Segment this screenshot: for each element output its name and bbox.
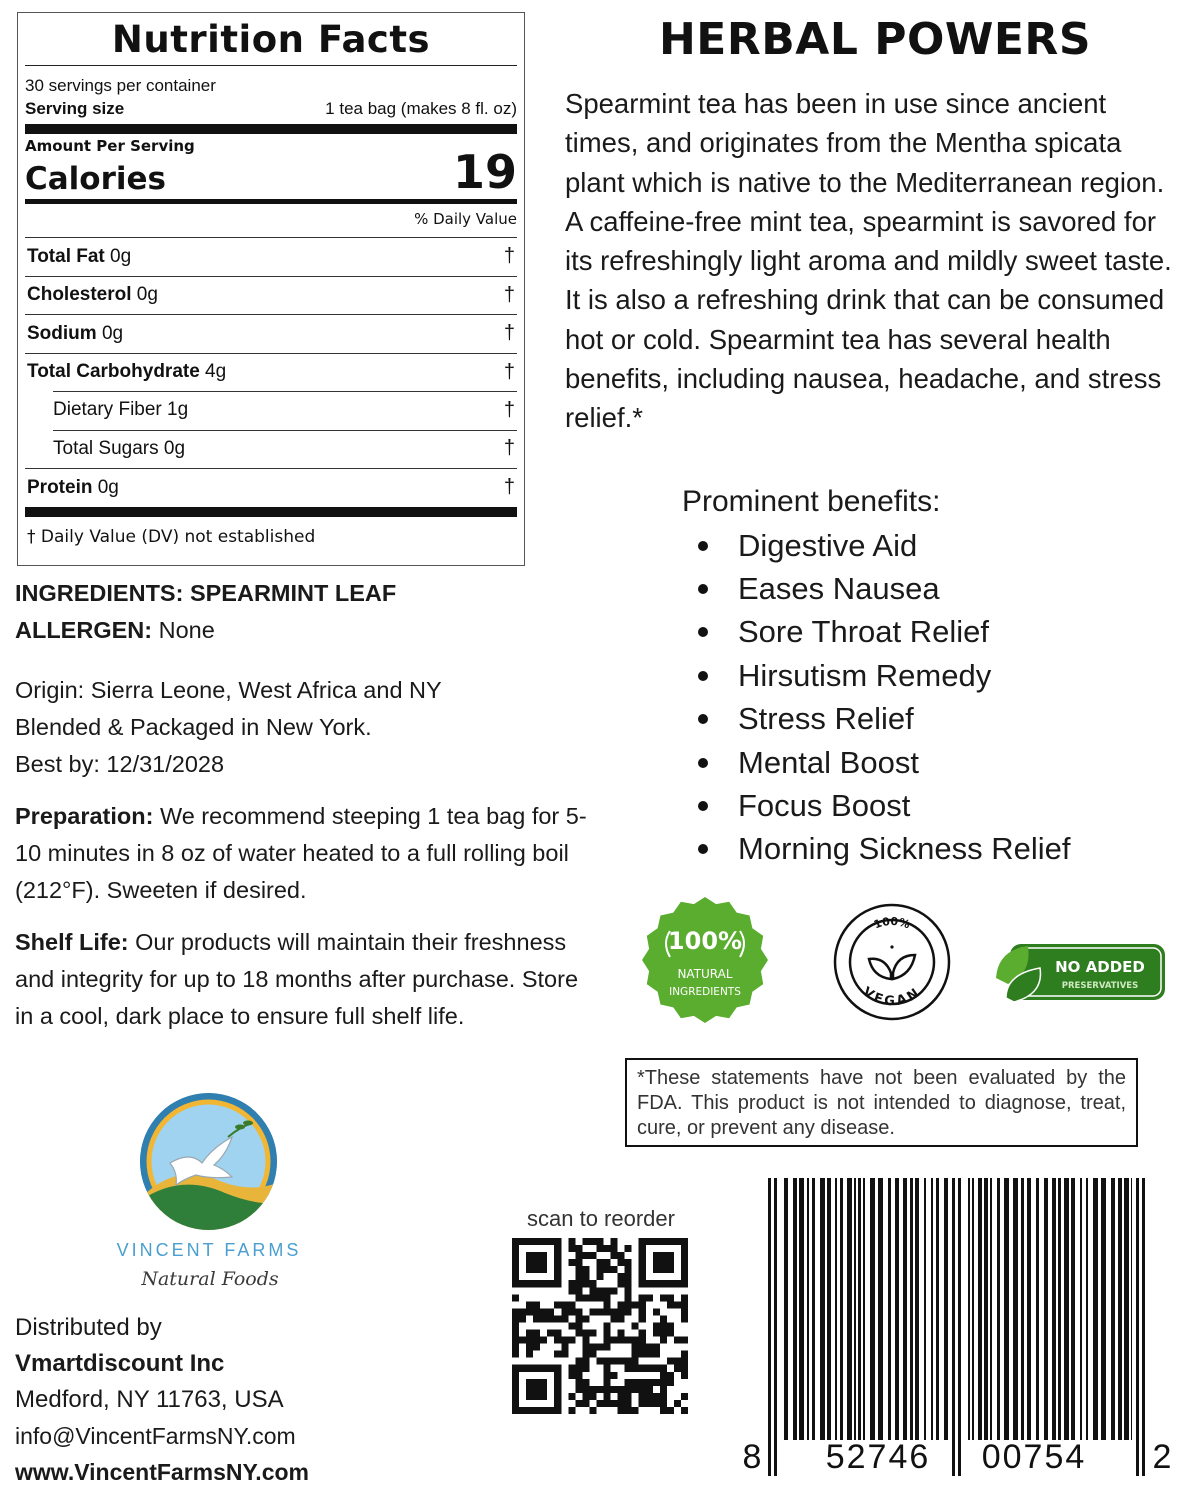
nutrition-facts-panel bbox=[17, 12, 525, 566]
natural-badge-ingredients: INGREDIENTS bbox=[669, 986, 741, 998]
dagger-symbol: † bbox=[503, 360, 515, 383]
daily-value-header: % Daily Value bbox=[414, 210, 517, 228]
bullet-icon bbox=[698, 541, 708, 551]
benefit-label: Stress Relief bbox=[738, 701, 914, 737]
list-item bbox=[690, 698, 1071, 741]
nutrient-row-dietary-fiber bbox=[25, 391, 517, 430]
preparation-text: We recommend steeping 1 tea bag for 5-10 minutes in 8 oz of water heated to a full rolling boil (212°F). Sweeten if desired. bbox=[15, 803, 587, 903]
brand-logo bbox=[140, 1093, 277, 1230]
calories-label: Calories bbox=[25, 161, 166, 197]
nap-line-1: NO ADDED bbox=[1055, 958, 1145, 976]
list-item bbox=[690, 567, 1071, 610]
dagger-symbol: † bbox=[503, 322, 515, 345]
nutrient-row-total-carbohydrate bbox=[25, 353, 517, 392]
barcode-digit-first: 8 bbox=[742, 1438, 762, 1476]
dagger-symbol: † bbox=[503, 283, 515, 306]
nutrient-name: Total Fat bbox=[27, 245, 105, 267]
preparation-block bbox=[15, 798, 595, 909]
distributor-website[interactable]: www.VincentFarmsNY.com bbox=[15, 1459, 309, 1485]
benefit-label: Sore Throat Relief bbox=[738, 614, 989, 650]
benefit-label: Hirsutism Remedy bbox=[738, 657, 992, 693]
nutrient-amount: 0g bbox=[131, 284, 158, 306]
dagger-symbol: † bbox=[503, 476, 515, 499]
origin-block bbox=[15, 672, 595, 783]
barcode-digit-last: 2 bbox=[1152, 1438, 1172, 1476]
qr-label: scan to reorder bbox=[527, 1206, 675, 1231]
list-item bbox=[690, 611, 1071, 654]
distributor-company: Vmartdiscount Inc bbox=[15, 1350, 225, 1377]
barcode-left-group: 52746 bbox=[825, 1438, 931, 1476]
nutrient-row-sodium bbox=[25, 314, 517, 353]
nutrient-name: Cholesterol bbox=[27, 284, 132, 306]
dagger-symbol: † bbox=[503, 245, 515, 268]
natural-badge-word: NATURAL bbox=[677, 967, 733, 981]
benefits-title: Prominent benefits: bbox=[682, 485, 941, 518]
bullet-icon bbox=[698, 671, 708, 681]
divider-thick bbox=[25, 507, 517, 517]
herbal-heading: HERBAL POWERS bbox=[658, 14, 1092, 65]
ingredients-label: INGREDIENTS: SPEARMINT LEAF bbox=[15, 580, 397, 606]
daily-value-footnote: † Daily Value (DV) not established bbox=[27, 526, 316, 547]
benefit-label: Mental Boost bbox=[738, 744, 919, 780]
list-item bbox=[690, 654, 1071, 697]
bullet-icon bbox=[698, 758, 708, 768]
brand-name: VINCENT FARMS bbox=[116, 1240, 302, 1260]
vegan-badge-word: VEGAN bbox=[859, 984, 925, 1010]
ingredients-block bbox=[15, 575, 595, 649]
vegan-badge bbox=[833, 903, 951, 1021]
barcode-bars bbox=[768, 1178, 1145, 1476]
servings-per-container: 30 servings per container bbox=[25, 76, 216, 95]
benefit-label: Digestive Aid bbox=[738, 527, 918, 563]
bullet-icon bbox=[698, 584, 708, 594]
divider-thick bbox=[25, 124, 517, 134]
nutrient-amount: 0g bbox=[96, 322, 124, 344]
nutrient-amount: 0g bbox=[104, 245, 132, 267]
amount-per-serving: Amount Per Serving bbox=[25, 137, 195, 155]
barcode-right-group: 00754 bbox=[981, 1438, 1087, 1476]
nap-line-2: PRESERVATIVES bbox=[1061, 981, 1139, 991]
dagger-symbol: † bbox=[503, 437, 515, 460]
fda-disclaimer: *These statements have not been evaluated by the FDA. This product is not intended to diagnose, treat, cure, or prevent any disease. bbox=[625, 1058, 1138, 1147]
nutrient-name: Protein bbox=[27, 476, 93, 498]
bullet-icon bbox=[698, 627, 708, 637]
list-item bbox=[690, 741, 1071, 784]
best-by-line: Best by: 12/31/2028 bbox=[15, 751, 225, 777]
nutrient-amount: 4g bbox=[199, 361, 227, 383]
distributor-address: Medford, NY 11763, USA bbox=[15, 1386, 284, 1413]
nutrient-name: Total Carbohydrate bbox=[27, 361, 200, 383]
natural-ingredients-badge bbox=[640, 895, 770, 1025]
distributed-by: Distributed by bbox=[15, 1314, 162, 1341]
nutrient-name: Sodium bbox=[27, 322, 97, 344]
packaging-line: Blended & Packaged in New York. bbox=[15, 714, 372, 740]
nutrient-row-total-fat bbox=[25, 237, 517, 276]
divider bbox=[25, 65, 517, 66]
benefit-label: Focus Boost bbox=[738, 788, 911, 824]
benefit-label: Eases Nausea bbox=[738, 571, 940, 607]
serving-size-label: Serving size bbox=[25, 99, 125, 118]
calories-value: 19 bbox=[452, 145, 517, 199]
benefits-list bbox=[690, 524, 1071, 871]
shelf-life-block bbox=[15, 924, 595, 1035]
nutrient-name: Total Sugars 0g bbox=[53, 437, 186, 459]
serving-size-value: 1 tea bag (makes 8 fl. oz) bbox=[325, 99, 517, 118]
bullet-icon bbox=[698, 801, 708, 811]
allergen-label: ALLERGEN: bbox=[15, 617, 153, 643]
brand-tagline: Natural Foods bbox=[141, 1268, 279, 1290]
vegan-badge-percent: 100% bbox=[872, 914, 912, 932]
nutrient-amount: 0g bbox=[92, 476, 119, 498]
nutrient-row-cholesterol bbox=[25, 276, 517, 315]
benefit-label: Morning Sickness Relief bbox=[738, 831, 1071, 867]
allergen-value: None bbox=[152, 617, 215, 643]
dagger-symbol: † bbox=[503, 398, 515, 421]
bullet-icon bbox=[698, 714, 708, 724]
herbal-description: Spearmint tea has been in use since ancient times, and originates from the Mentha spicata plant which is native to the Mediterranean region. A caffeine-free mint tea, spearmint is savored for its refreshingly light aroma and mildly sweet taste. It is also a refreshing drink that can be consumed hot or cold. Spearmint tea has several health benefits, including nausea, headache, and stress relief.* bbox=[565, 88, 1172, 434]
nutrient-name: Dietary Fiber 1g bbox=[53, 399, 189, 421]
nutrient-row-total-sugars bbox=[25, 430, 517, 469]
preparation-label: Preparation: bbox=[15, 803, 154, 829]
shelf-life-text: Our products will maintain their freshness and integrity for up to 18 months after purchase. Store in a cool, dark place to ensure full shelf life. bbox=[15, 929, 579, 1029]
shelf-life-label: Shelf Life: bbox=[15, 929, 129, 955]
list-item bbox=[690, 828, 1071, 871]
natural-badge-percent: 100% bbox=[667, 927, 743, 955]
list-item bbox=[690, 784, 1071, 827]
qr-code[interactable] bbox=[512, 1238, 688, 1414]
no-added-preservatives-badge bbox=[992, 938, 1167, 1006]
nutrition-title: Nutrition Facts bbox=[111, 18, 431, 61]
serving-size-row bbox=[25, 97, 517, 121]
origin-line: Origin: Sierra Leone, West Africa and NY bbox=[15, 677, 442, 703]
list-item bbox=[690, 524, 1071, 567]
distributor-email[interactable]: info@VincentFarmsNY.com bbox=[15, 1423, 296, 1449]
bullet-icon bbox=[698, 844, 708, 854]
barcode bbox=[738, 1178, 1178, 1476]
distributor-block bbox=[15, 1310, 309, 1490]
nutrient-row-protein bbox=[25, 468, 517, 507]
